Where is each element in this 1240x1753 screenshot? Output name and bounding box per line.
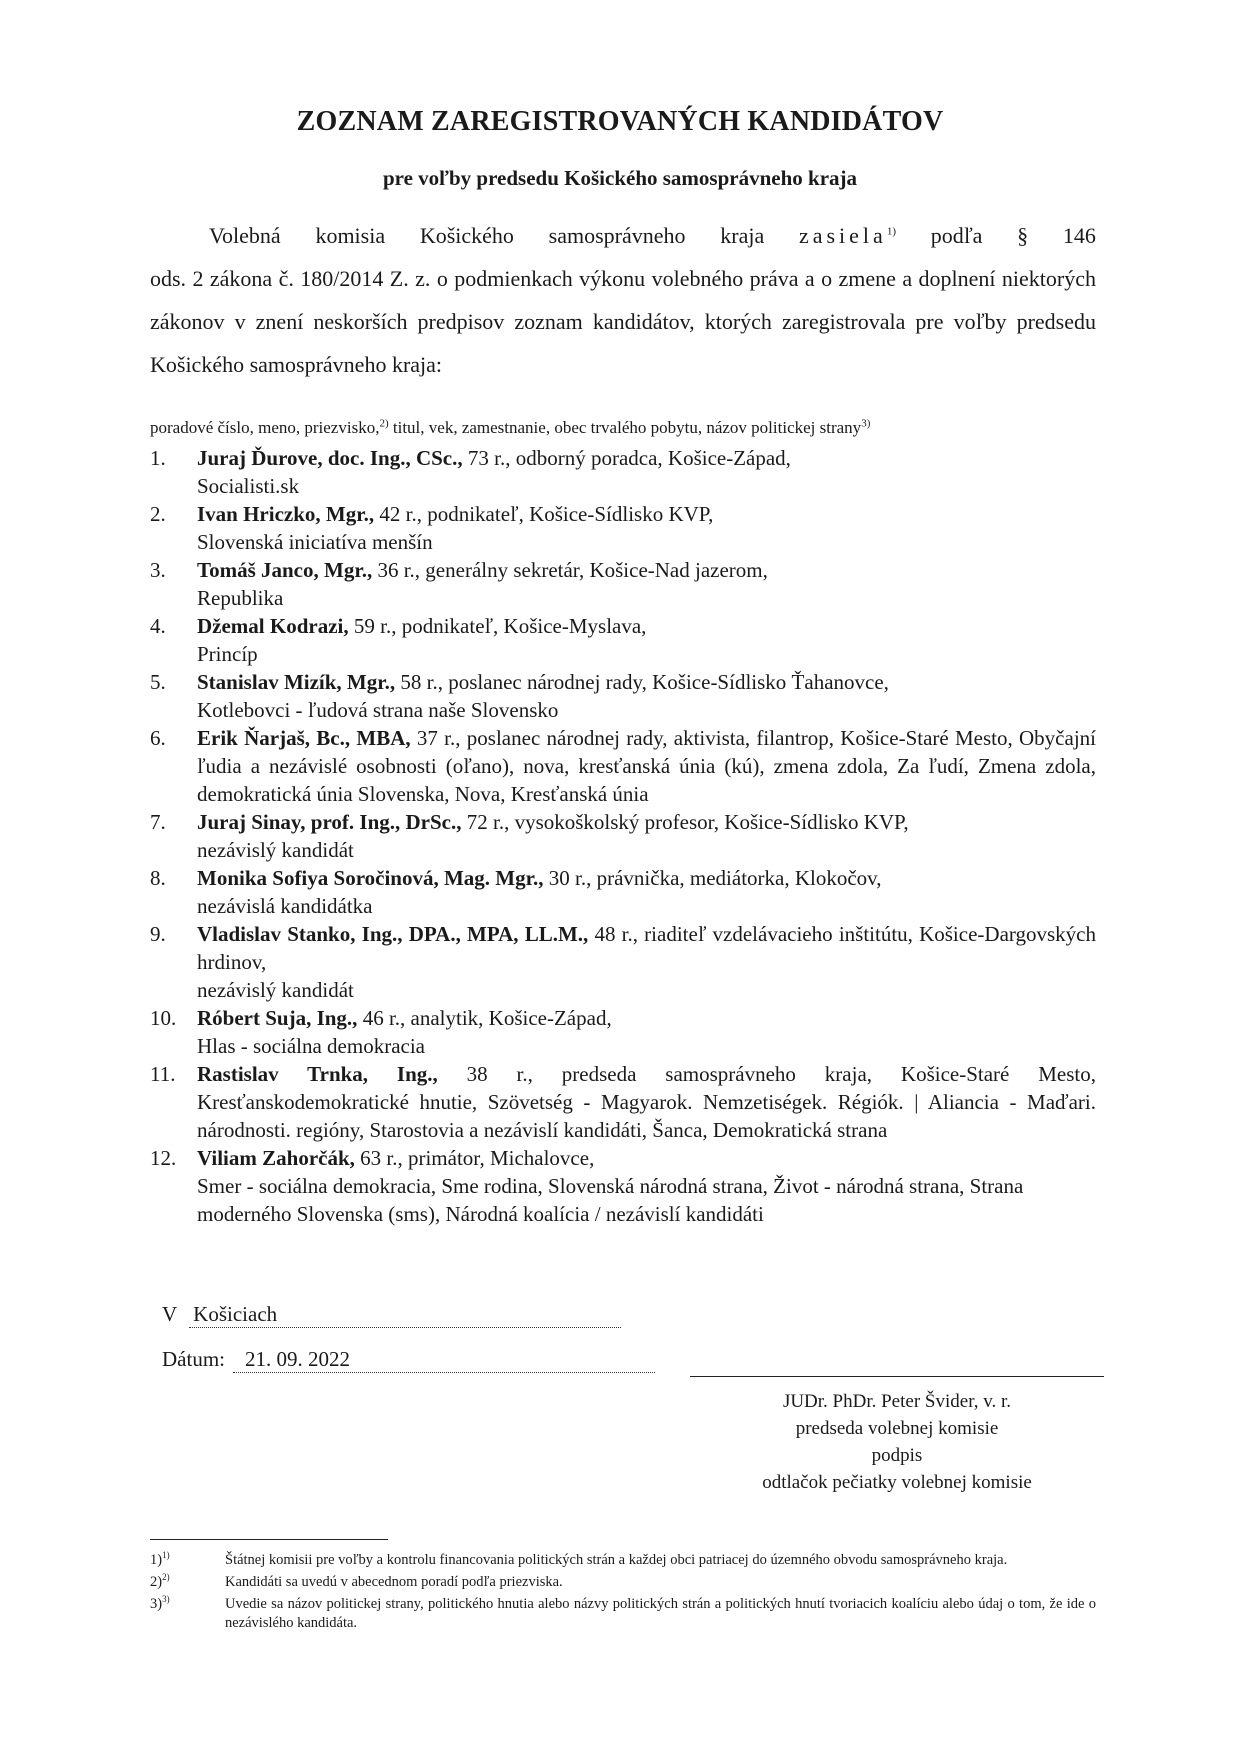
- candidate-name: Monika Sofiya Soročinová, Mag. Mgr.,: [197, 866, 544, 890]
- candidate-details: 72 r., vysokoškolský profesor, Košice-Sídlisko KVP,: [461, 810, 909, 834]
- candidate-item: [150, 1004, 1096, 1060]
- stamp-label: odtlačok pečiatky volebnej komisie: [762, 1472, 1032, 1493]
- place-value: Košiciach: [189, 1302, 621, 1328]
- place-row: [162, 1302, 621, 1328]
- intro-paragraph: [150, 214, 1096, 386]
- footnote-mark: 1)$^{1)}$: [150, 1550, 170, 1568]
- candidate-item: [150, 1144, 1096, 1228]
- intro-word: podľa: [930, 223, 983, 248]
- candidate-name: Rastislav Trnka, Ing.,: [197, 1062, 438, 1086]
- candidate-name: Vladislav Stanko, Ing., DPA., MPA, LL.M.,: [197, 922, 589, 946]
- candidate-number: 9.: [150, 922, 166, 946]
- candidate-details: 48 r., riaditeľ vzdelávacieho inštitútu, Košice-Dargovských hrdinov,: [197, 922, 1096, 974]
- candidate-entry: [197, 724, 1096, 808]
- footnote: [150, 1551, 1096, 1570]
- candidate-entry: [197, 500, 1096, 528]
- signature-label: podpis: [871, 1445, 923, 1466]
- candidate-entry: [197, 612, 1096, 640]
- candidate-item: [150, 864, 1096, 920]
- footnote-ref: 1): [886, 225, 896, 238]
- candidate-number: 10.: [150, 1006, 177, 1030]
- footnote-ref: 3): [861, 417, 871, 430]
- candidate-details: 59 r., podnikateľ, Košice-Myslava,: [348, 614, 647, 638]
- candidate-entry: [197, 668, 1096, 696]
- candidate-party: nezávislá kandidátka: [197, 894, 373, 918]
- candidate-party: Socialisti.sk: [197, 474, 300, 498]
- candidate-name: Juraj Sinay, prof. Ing., DrSc.,: [197, 810, 462, 834]
- candidate-name: Viliam Zahorčák,: [197, 1146, 355, 1170]
- candidate-party: nezávislý kandidát: [197, 838, 354, 862]
- candidate-number: 8.: [150, 866, 166, 890]
- intro-word: 146: [1062, 223, 1096, 248]
- candidate-entry: [197, 808, 1096, 836]
- document-subtitle: pre voľby predsedu Košického samosprávneho kraja: [382, 166, 858, 190]
- candidate-details: 30 r., právnička, mediátorka, Klokočov,: [543, 866, 882, 890]
- candidate-party: Kotlebovci - ľudová strana naše Slovensko: [197, 698, 559, 722]
- intro-word: Košického: [419, 223, 514, 248]
- footnote-text: Štátnej komisii pre voľby a kontrolu financovania politických strán a každej obci patriacej do územného obvodu samosprávneho kraja.: [225, 1552, 1008, 1568]
- footnote-text: Uvedie sa názov politickej strany, politického hnutia alebo názvy politických strán a politických hnutí tvoriacich koalíciu alebo údaj o tom, že ide o nezávislého kandidáta.: [225, 1596, 1096, 1631]
- candidate-item: [150, 1060, 1096, 1144]
- candidate-entry: [197, 1004, 1096, 1032]
- candidate-entry: [197, 444, 1096, 472]
- candidate-party: Smer - sociálna demokracia, Sme rodina, Slovenská národná strana, Život - národná strana, Strana moderného Slovenska (sms), Národná koalícia / nezávislí kandidáti: [197, 1174, 1024, 1226]
- signature-block: [690, 1388, 1104, 1496]
- candidate-list: [150, 444, 1096, 1228]
- candidate-item: [150, 724, 1096, 808]
- candidate-item: [150, 668, 1096, 724]
- candidate-number: 2.: [150, 502, 166, 526]
- candidate-entry: [197, 556, 1096, 584]
- candidate-name: Džemal Kodrazi,: [197, 614, 349, 638]
- candidate-item: [150, 556, 1096, 612]
- date-row: [162, 1347, 655, 1373]
- candidate-party: Hlas - sociálna demokracia: [197, 1034, 425, 1058]
- candidate-name: Ivan Hriczko, Mgr.,: [197, 502, 375, 526]
- candidate-item: [150, 612, 1096, 668]
- footnote-mark: 3)$^{3)}$: [150, 1594, 170, 1612]
- intro-first-line: [150, 214, 1096, 257]
- candidate-details: 63 r., primátor, Michalovce,: [354, 1146, 595, 1170]
- candidate-details: 46 r., analytik, Košice-Západ,: [357, 1006, 612, 1030]
- candidate-item: [150, 500, 1096, 556]
- candidate-party: Princíp: [197, 642, 258, 666]
- date-label: Dátum:: [162, 1347, 225, 1371]
- signatory-role: predseda volebnej komisie: [795, 1418, 999, 1439]
- candidate-party: Republika: [197, 586, 284, 610]
- candidate-number: 7.: [150, 810, 166, 834]
- candidate-name: Juraj Ďurove, doc. Ing., CSc.,: [197, 446, 463, 470]
- candidate-party: nezávislý kandidát: [197, 978, 354, 1002]
- footnote-divider: [150, 1539, 388, 1540]
- candidate-item: [150, 444, 1096, 500]
- candidate-details: 73 r., odborný poradca, Košice-Západ,: [462, 446, 791, 470]
- candidate-details: 38 r., predseda samosprávneho kraja, Košice-Staré Mesto, Kresťanskodemokratické hnutie, Szövetség - Magyarok. Nemzetiségek. Régiók. | Aliancia - Maďari. národnosti. regióny, Starostovia a nezávislí kandidáti, Šanca, Demokratická strana: [197, 1062, 1096, 1142]
- candidate-item: [150, 920, 1096, 1004]
- intro-word: §: [1017, 223, 1029, 248]
- candidate-name: Erik Ňarjaš, Bc., MBA,: [197, 726, 411, 750]
- document-title: ZOZNAM ZAREGISTROVANÝCH KANDIDÁTOV: [296, 106, 944, 137]
- candidate-details: 58 r., poslanec národnej rady, Košice-Sídlisko Ťahanovce,: [395, 670, 889, 694]
- footnote-mark: 2)$^{2)}$: [150, 1572, 170, 1590]
- footnote-ref: 2): [379, 417, 389, 430]
- candidate-number: 3.: [150, 558, 166, 582]
- footnote: [150, 1573, 1096, 1592]
- candidate-number: 5.: [150, 670, 166, 694]
- list-header: poradové číslo, meno, priezvisko,$^{2)}$ titul, vek, zamestnanie, obec trvalého pobytu, názov politickej strany$^{3)}$: [150, 417, 871, 437]
- candidate-number: 6.: [150, 726, 166, 750]
- date-value: 21. 09. 2022: [233, 1347, 655, 1373]
- place-label: V: [162, 1302, 178, 1326]
- candidate-details: 37 r., poslanec národnej rady, aktivista, filantrop, Košice-Staré Mesto, Obyčajní ľudia a nezávislé osobnosti (oľano), nova, kresťanská únia (kú), zmena zdola, Za ľudí, Zmena zdola, demokratická únia Slovenska, Nova, Kresťanská únia: [197, 726, 1096, 806]
- candidate-name: Róbert Suja, Ing.,: [197, 1006, 358, 1030]
- candidate-name: Stanislav Mizík, Mgr.,: [197, 670, 396, 694]
- footnotes: [150, 1551, 1096, 1636]
- candidate-name: Tomáš Janco, Mgr.,: [197, 558, 373, 582]
- candidate-number: 1.: [150, 446, 166, 470]
- candidate-item: [150, 808, 1096, 864]
- candidate-number: 11.: [150, 1062, 176, 1086]
- intro-word: kraja: [720, 223, 765, 248]
- signature-line: [690, 1376, 1104, 1377]
- intro-rest: ods. 2 zákona č. 180/2014 Z. z. o podmienkach výkonu volebného práva a o zmene a doplnení niektorých zákonov v znení neskorších predpisov zoznam kandidátov, ktorých zaregistrovala pre voľby predsedu Košického samosprávneho kraja:: [150, 266, 1096, 377]
- footnote-text: Kandidáti sa uvedú v abecednom poradí podľa priezviska.: [225, 1574, 563, 1590]
- candidate-entry: [197, 864, 1096, 892]
- intro-word: komisia: [315, 223, 386, 248]
- intro-word: samosprávneho: [548, 223, 686, 248]
- candidate-details: 36 r., generálny sekretár, Košice-Nad jazerom,: [372, 558, 768, 582]
- candidate-number: 4.: [150, 614, 166, 638]
- signatory-name: JUDr. PhDr. Peter Švider, v. r.: [782, 1391, 1012, 1412]
- candidate-number: 12.: [150, 1146, 177, 1170]
- candidate-party: Slovenská iniciatíva menšín: [197, 530, 433, 554]
- candidate-details: 42 r., podnikateľ, Košice-Sídlisko KVP,: [374, 502, 714, 526]
- footnote: [150, 1595, 1096, 1633]
- intro-word: Volebná: [209, 223, 281, 248]
- intro-word-spaced: zasiela$^{1)}$: [798, 223, 896, 248]
- candidate-entry: [197, 1144, 1096, 1172]
- candidate-entry: [197, 920, 1096, 976]
- candidate-entry: [197, 1060, 1096, 1144]
